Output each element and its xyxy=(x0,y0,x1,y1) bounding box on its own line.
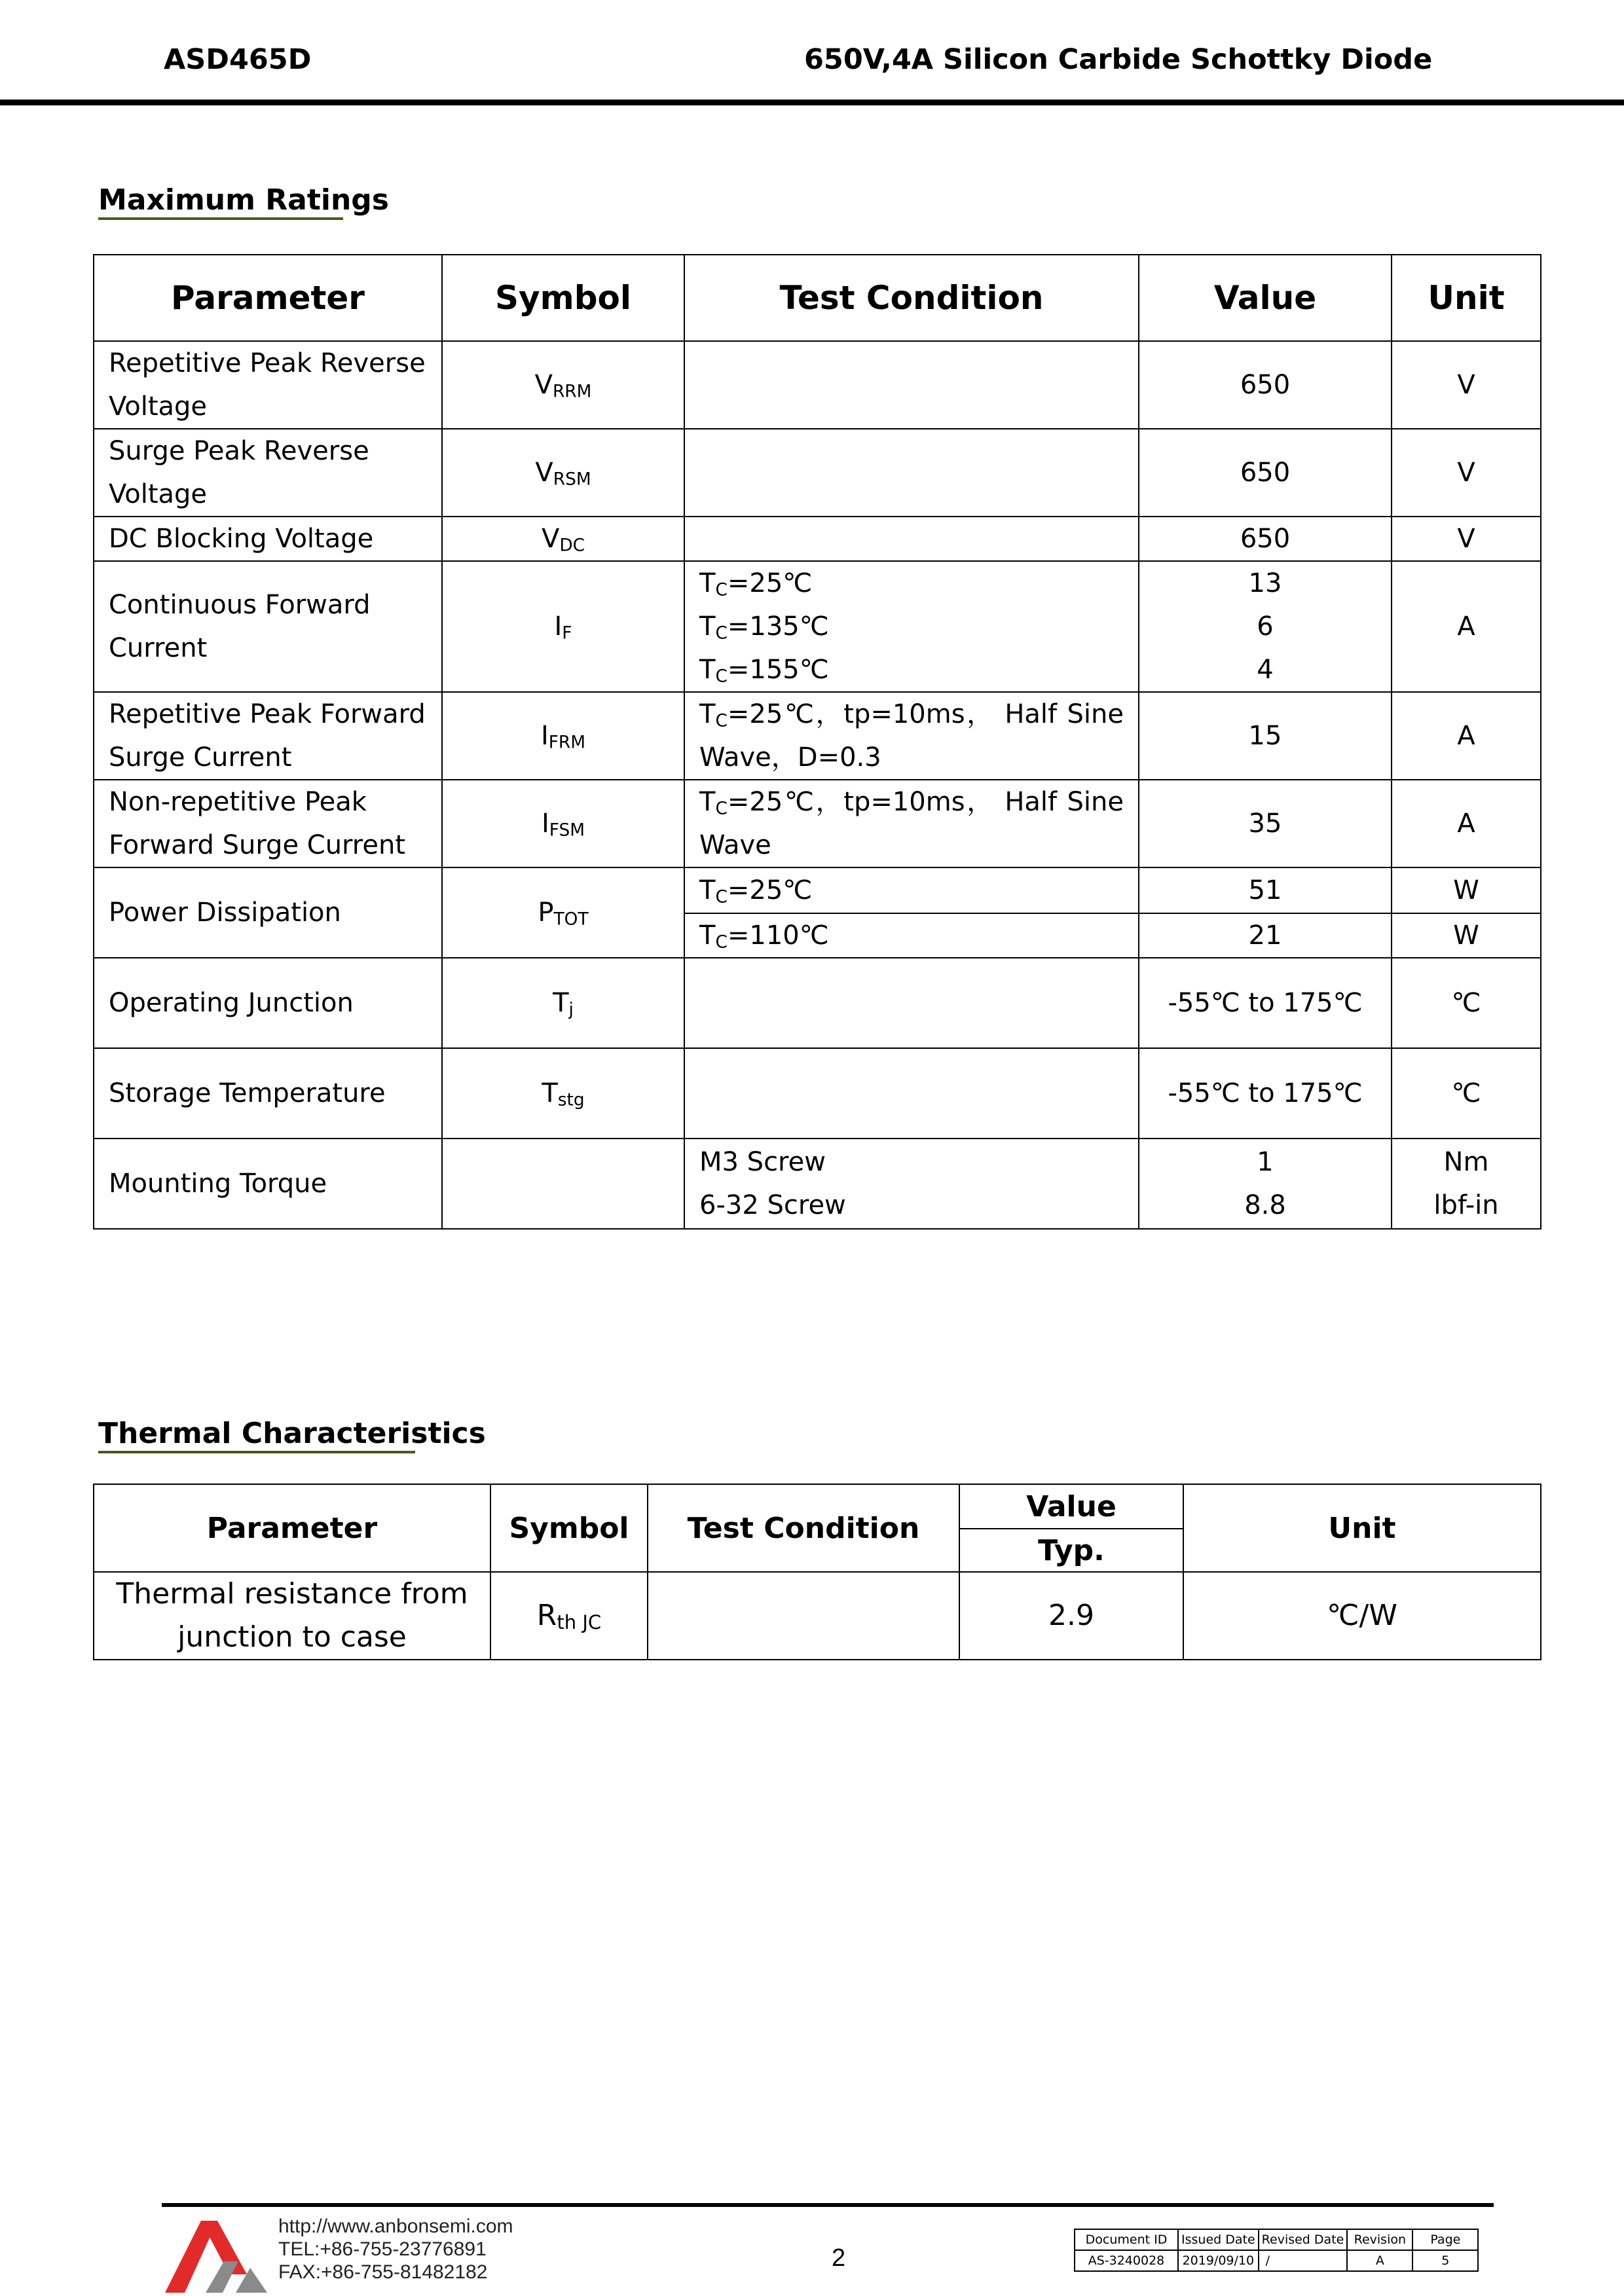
value-cell: 2.9 xyxy=(959,1572,1183,1660)
page-number: 2 xyxy=(832,2244,846,2272)
value-cell: 21 xyxy=(1139,913,1392,958)
unit-cell: W xyxy=(1392,867,1541,913)
symbol-cell xyxy=(442,1139,684,1229)
param-cell: Operating Junction xyxy=(94,958,442,1048)
company-logo xyxy=(165,2221,270,2293)
col-parameter: Parameter xyxy=(94,255,442,341)
symbol-cell: $T_j$ xyxy=(442,958,684,1048)
param-cell: Non-repetitive Peak Forward Surge Current xyxy=(94,780,442,867)
value-cell: -55℃ to 175℃ xyxy=(1139,958,1392,1048)
param-cell: Surge Peak Reverse Voltage xyxy=(94,429,442,517)
col-unit: Unit xyxy=(1183,1484,1541,1572)
unit-cell: A xyxy=(1392,561,1541,692)
condition-cell xyxy=(684,429,1139,517)
table-header-row xyxy=(94,255,1541,341)
table-row xyxy=(94,429,1541,517)
condition-cell xyxy=(684,1048,1139,1139)
condition-cell: $T_C=25℃$ $T_C=135℃$ $T_C=155℃$ xyxy=(684,561,1139,692)
param-cell: Repetitive Peak Reverse Voltage xyxy=(94,341,442,429)
max-ratings-table xyxy=(93,254,1541,1230)
unit-cell: ℃ xyxy=(1392,1048,1541,1139)
unit-cell: V xyxy=(1392,341,1541,429)
symbol-cell: $I_{FRM}$ xyxy=(442,692,684,780)
param-cell: Mounting Torque xyxy=(94,1139,442,1229)
doc-header-revision: Revision xyxy=(1347,2229,1412,2250)
doc-value-revision: A xyxy=(1347,2250,1412,2271)
param-cell: Continuous Forward Current xyxy=(94,561,442,692)
doc-header-page: Page xyxy=(1412,2229,1478,2250)
document-title: 650V,4A Silicon Carbide Schottky Diode xyxy=(804,43,1433,76)
symbol-cell: $R_{th JC}$ xyxy=(490,1572,648,1660)
col-symbol: Symbol xyxy=(442,255,684,341)
condition-cell: $T_C=110℃$ xyxy=(684,913,1139,958)
doc-value-revised-date: / xyxy=(1259,2250,1348,2271)
value-cell: 650 xyxy=(1139,341,1392,429)
col-parameter: Parameter xyxy=(94,1484,490,1572)
unit-cell: V xyxy=(1392,429,1541,517)
condition-cell xyxy=(684,958,1139,1048)
header-rule xyxy=(0,100,1624,105)
footer-fax: FAX:+86-755-81482182 xyxy=(278,2261,488,2283)
table-row xyxy=(94,517,1541,561)
footer-url[interactable]: http://www.anbonsemi.com xyxy=(278,2215,513,2237)
symbol-cell: $T_{stg}$ xyxy=(442,1048,684,1139)
thermal-title: Thermal Characteristics xyxy=(98,1417,486,1450)
col-unit: Unit xyxy=(1392,255,1541,341)
param-cell: DC Blocking Voltage xyxy=(94,517,442,561)
unit-cell: Nm lbf-in xyxy=(1392,1139,1541,1229)
table-row xyxy=(94,958,1541,1048)
symbol-cell: $V_{RRM}$ xyxy=(442,341,684,429)
value-cell: 1 8.8 xyxy=(1139,1139,1392,1229)
value-cell: 35 xyxy=(1139,780,1392,867)
table-row xyxy=(94,1572,1541,1660)
doc-info-header-row xyxy=(1075,2229,1478,2250)
table-row xyxy=(94,780,1541,867)
document-info-table xyxy=(1074,2229,1479,2272)
unit-cell: A xyxy=(1392,692,1541,780)
symbol-cell: $P_{TOT}$ xyxy=(442,867,684,958)
table-header-row xyxy=(94,1484,1541,1529)
doc-info-value-row xyxy=(1075,2250,1478,2271)
condition-cell xyxy=(684,341,1139,429)
col-typ: Typ. xyxy=(959,1529,1183,1572)
unit-cell: V xyxy=(1392,517,1541,561)
unit-cell: ℃ xyxy=(1392,958,1541,1048)
col-symbol: Symbol xyxy=(490,1484,648,1572)
logo-gray-stroke xyxy=(206,2261,238,2293)
param-cell: Power Dissipation xyxy=(94,867,442,958)
condition-cell: $T_C=25℃$ xyxy=(684,867,1139,913)
condition-cell: M3 Screw 6-32 Screw xyxy=(684,1139,1139,1229)
table-row xyxy=(94,1139,1541,1229)
param-cell: Thermal resistance from junction to case xyxy=(94,1572,490,1660)
doc-value-issued-date: 2019/09/10 xyxy=(1178,2250,1259,2271)
col-test-condition: Test Condition xyxy=(684,255,1139,341)
doc-header-revised-date: Revised Date xyxy=(1259,2229,1348,2250)
table-row xyxy=(94,341,1541,429)
thermal-underline xyxy=(98,1451,415,1453)
table-row xyxy=(94,692,1541,780)
doc-header-document-id: Document ID xyxy=(1075,2229,1178,2250)
doc-value-document-id: AS-3240028 xyxy=(1075,2250,1178,2271)
param-cell: Storage Temperature xyxy=(94,1048,442,1139)
value-cell: 650 xyxy=(1139,517,1392,561)
unit-cell: A xyxy=(1392,780,1541,867)
thermal-table xyxy=(93,1484,1541,1660)
param-cell: Repetitive Peak Forward Surge Current xyxy=(94,692,442,780)
value-cell: 650 xyxy=(1139,429,1392,517)
table-row xyxy=(94,561,1541,692)
value-cell: 51 xyxy=(1139,867,1392,913)
footer-tel: TEL:+86-755-23776891 xyxy=(278,2238,487,2260)
footer-rule xyxy=(162,2203,1494,2207)
max-ratings-underline xyxy=(98,217,343,220)
unit-cell: ℃/W xyxy=(1183,1572,1541,1660)
symbol-cell: $I_F$ xyxy=(442,561,684,692)
table-row xyxy=(94,867,1541,913)
part-number: ASD465D xyxy=(164,43,312,76)
doc-header-issued-date: Issued Date xyxy=(1178,2229,1259,2250)
value-cell: 15 xyxy=(1139,692,1392,780)
condition-cell: $T_C=25℃$，tp=10ms， Half Sine Wave，D=0.3 xyxy=(684,692,1139,780)
table-row xyxy=(94,1048,1541,1139)
col-value: Value xyxy=(1139,255,1392,341)
condition-cell: $T_C=25℃$，tp=10ms， Half Sine Wave xyxy=(684,780,1139,867)
condition-cell xyxy=(648,1572,959,1660)
symbol-cell: $V_{DC}$ xyxy=(442,517,684,561)
doc-value-page: 5 xyxy=(1412,2250,1478,2271)
condition-cell xyxy=(684,517,1139,561)
max-ratings-title: Maximum Ratings xyxy=(98,183,389,217)
symbol-cell: $V_{RSM}$ xyxy=(442,429,684,517)
symbol-cell: $I_{FSM}$ xyxy=(442,780,684,867)
col-value: Value xyxy=(959,1484,1183,1529)
col-test-condition: Test Condition xyxy=(648,1484,959,1572)
value-cell: 13 6 4 xyxy=(1139,561,1392,692)
value-cell: -55℃ to 175℃ xyxy=(1139,1048,1392,1139)
unit-cell: W xyxy=(1392,913,1541,958)
